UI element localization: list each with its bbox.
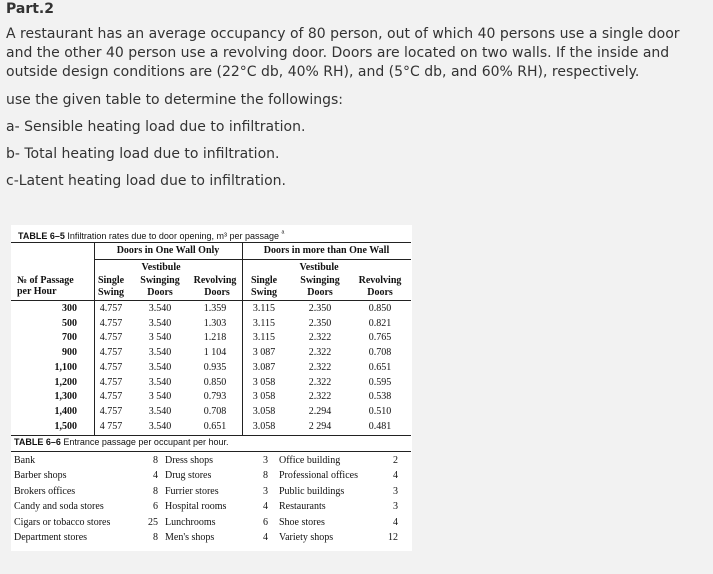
table5-top-rule	[11, 242, 411, 243]
table6-passage-value: 2	[393, 455, 398, 466]
table5-cell: 0.595	[368, 376, 392, 388]
table5-cell: 0.481	[368, 420, 392, 432]
table5-cell: 2.322	[308, 332, 332, 344]
table6-occupancy-label: Professional offices	[279, 470, 358, 482]
table6-occupancy-label: Shoe stores	[279, 516, 325, 528]
table5-col1-a: Single	[97, 275, 125, 286]
table5-cell: 0.850	[368, 303, 392, 314]
table5-cell: 3.540	[148, 347, 172, 359]
table5-group-one-wall: Doors in One Wall Only	[116, 245, 220, 256]
table5-caption-text: Infiltration rates due to door opening, m³ per passage	[67, 231, 280, 241]
table6-occupancy-label: Barber shops	[14, 470, 67, 482]
table5-col2-a: Swinging	[140, 275, 180, 286]
table5-cell: 0.793	[203, 391, 227, 403]
table5-col6-b: Doors	[367, 287, 393, 298]
table5-cell: 3 087	[252, 347, 276, 359]
table6-passage-value: 4	[393, 516, 398, 528]
table5-cell: 0.821	[368, 317, 392, 329]
problem-line-1: A restaurant has an average occupancy of 80 person, out of which 40 persons use a single door	[6, 26, 680, 42]
reference-tables	[11, 225, 412, 551]
table5-col-passage-1: № of Passage	[17, 275, 74, 286]
table5-header-rule	[11, 300, 411, 301]
table6-occupancy-label: Department stores	[14, 532, 88, 543]
table5-cell: 2.350	[308, 317, 332, 329]
problem-line-2: and the other 40 person use a revolving door. Doors are located on two walls. If the inside and	[6, 45, 670, 61]
table6-passage-value: 3	[393, 501, 398, 513]
table6-occupancy-label: Candy and soda stores	[14, 501, 104, 513]
table6-caption-text: Entrance passage per occupant per hour.	[63, 437, 229, 447]
table5-cell: 3 540	[148, 391, 172, 403]
table6-occupancy-label: Brokers offices	[14, 485, 76, 497]
table5-cell: 1 104	[203, 347, 227, 359]
table5-cell: 0.651	[368, 361, 392, 373]
question-c: c-Latent heating load due to infiltration.	[6, 173, 286, 189]
table5-vestibule-1: Vestibule	[141, 262, 181, 273]
table5-cell: 4.757	[99, 361, 123, 373]
table6-passage-value: 8	[153, 455, 158, 466]
table5-cell: 0.935	[203, 361, 227, 373]
table5-caption-label: TABLE 6–5	[18, 231, 65, 241]
table6-passage-value: 4	[263, 532, 268, 543]
table5-caption-mark: ᵃ	[281, 228, 285, 237]
table5-row-passage: 900	[62, 347, 77, 359]
table5-col4-b: Swing	[250, 287, 278, 298]
table5-col4-a: Single	[250, 275, 278, 286]
table5-cell: 3 540	[148, 332, 172, 344]
table5-cell: 3.058	[252, 405, 276, 417]
table5-row-passage: 700	[62, 332, 77, 344]
table5-cell: 1.218	[203, 332, 227, 344]
table5-group-rule	[94, 259, 411, 260]
table6-passage-value: 4	[153, 470, 158, 482]
table6-passage-value: 3	[393, 485, 398, 497]
instruction-line: use the given table to determine the followings:	[6, 92, 344, 108]
table6-occupancy-label: Variety shops	[279, 532, 334, 543]
table6-caption-label: TABLE 6–6	[14, 437, 61, 447]
table5-cell: 3.058	[252, 420, 276, 432]
table6-passage-value: 25	[148, 516, 158, 528]
table5-cell: 4.757	[99, 317, 123, 329]
table5-cell: 3.540	[148, 376, 172, 388]
table5-cell: 0.708	[203, 405, 227, 417]
question-b: b- Total heating load due to infiltration.	[6, 146, 280, 162]
table6-occupancy-label: Drug stores	[165, 470, 212, 482]
table5-cell: 0.850	[203, 376, 227, 388]
table5-cell: 3 058	[252, 376, 276, 388]
table6-occupancy-label: Dress shops	[165, 455, 214, 466]
table5-cell: 0.538	[368, 391, 392, 403]
table5-cell: 3.087	[252, 361, 276, 373]
table5-cell: 0.651	[203, 420, 227, 432]
table5-cell: 1.303	[203, 317, 227, 329]
problem-line-3: outside design conditions are (22°C db, 40% RH), and (5°C db, and 60% RH), respectively.	[6, 64, 640, 80]
table6-passage-value: 6	[263, 516, 268, 528]
table6-passage-value: 8	[153, 485, 158, 497]
table5-vestibule-2: Vestibule	[299, 262, 339, 273]
table5-cell: 2.322	[308, 376, 332, 388]
table5-col5-a: Swinging	[300, 275, 340, 286]
table5-row-passage: 1,100	[54, 361, 77, 373]
table5-cell: 0.765	[368, 332, 392, 344]
table5-cell: 0.510	[368, 405, 392, 417]
table5-cell: 4.757	[99, 303, 123, 314]
table5-cell: 2.322	[308, 347, 332, 359]
table5-cell: 3.540	[148, 361, 172, 373]
table5-cell: 2.350	[308, 303, 332, 314]
table5-col5-b: Doors	[307, 287, 333, 298]
table5-col3-a: Revolving	[193, 275, 237, 286]
table6-occupancy-label: Men's shops	[165, 532, 215, 543]
table5-col3-b: Doors	[204, 287, 230, 298]
table5-cell: 3.540	[148, 420, 172, 432]
table5-cell: 1.359	[203, 303, 227, 314]
table5-row-passage: 1,500	[54, 420, 77, 432]
table5-cell: 4.757	[99, 332, 123, 344]
table5-cell: 3.115	[252, 332, 276, 344]
table5-cell: 4.757	[99, 376, 123, 388]
table6-passage-value: 12	[388, 532, 398, 543]
table5-group-multi-wall: Doors in more than One Wall	[263, 245, 390, 256]
table5-cell: 4.757	[99, 391, 123, 403]
table5-row-passage: 500	[62, 317, 77, 329]
table6-occupancy-label: Bank	[14, 455, 36, 466]
table5-col-passage-2: per Hour	[17, 286, 57, 297]
table5-cell: 3.115	[252, 317, 276, 329]
table6-passage-value: 3	[263, 485, 268, 497]
table5-col6-a: Revolving	[358, 275, 402, 286]
table5-cell: 3 058	[252, 391, 276, 403]
table5-col2-b: Doors	[147, 287, 173, 298]
table5-row-passage: 1,200	[54, 376, 77, 388]
table5-cell: 2.322	[308, 361, 332, 373]
table5-cell: 2.322	[308, 391, 332, 403]
table5-cell: 4 757	[99, 420, 123, 432]
table6-occupancy-label: Lunchrooms	[165, 516, 216, 528]
table6-passage-value: 4	[393, 470, 398, 482]
table6-occupancy-label: Hospital rooms	[165, 501, 227, 513]
table6-passage-value: 8	[153, 532, 158, 543]
table6-top-rule	[11, 451, 411, 452]
table5-cell: 4.757	[99, 405, 123, 417]
table5-vrule-2	[242, 242, 243, 435]
part-title: Part.2	[6, 1, 54, 17]
table5-row-passage: 300	[62, 303, 77, 314]
table5-bottom-rule	[11, 435, 411, 436]
table5-cell: 3.540	[148, 303, 172, 314]
question-a: a- Sensible heating load due to infiltration.	[6, 119, 306, 135]
table5-row-passage: 1,400	[54, 405, 77, 417]
table6-passage-value: 8	[263, 470, 268, 482]
table6-occupancy-label: Furrier stores	[165, 485, 219, 497]
table6-passage-value: 6	[153, 501, 158, 513]
table6-occupancy-label: Restaurants	[279, 501, 326, 513]
table5-cell: 2.294	[308, 405, 332, 417]
table6-occupancy-label: Office building	[279, 455, 341, 466]
table6-caption	[14, 437, 229, 447]
table5-cell: 3.540	[148, 317, 172, 329]
table5-caption	[18, 228, 284, 241]
table6-passage-value: 3	[263, 455, 268, 466]
table5-cell: 3.540	[148, 405, 172, 417]
table6-passage-value: 4	[263, 501, 268, 513]
table5-col1-b: Swing	[97, 287, 125, 298]
table5-cell: 0.708	[368, 347, 392, 359]
table6-occupancy-label: Cigars or tobacco stores	[14, 516, 111, 528]
table5-cell: 3.115	[252, 303, 276, 314]
table5-cell: 4.757	[99, 347, 123, 359]
table5-row-passage: 1,300	[54, 391, 77, 403]
table5-cell: 2 294	[308, 420, 332, 432]
table6-occupancy-label: Public buildings	[279, 485, 345, 497]
